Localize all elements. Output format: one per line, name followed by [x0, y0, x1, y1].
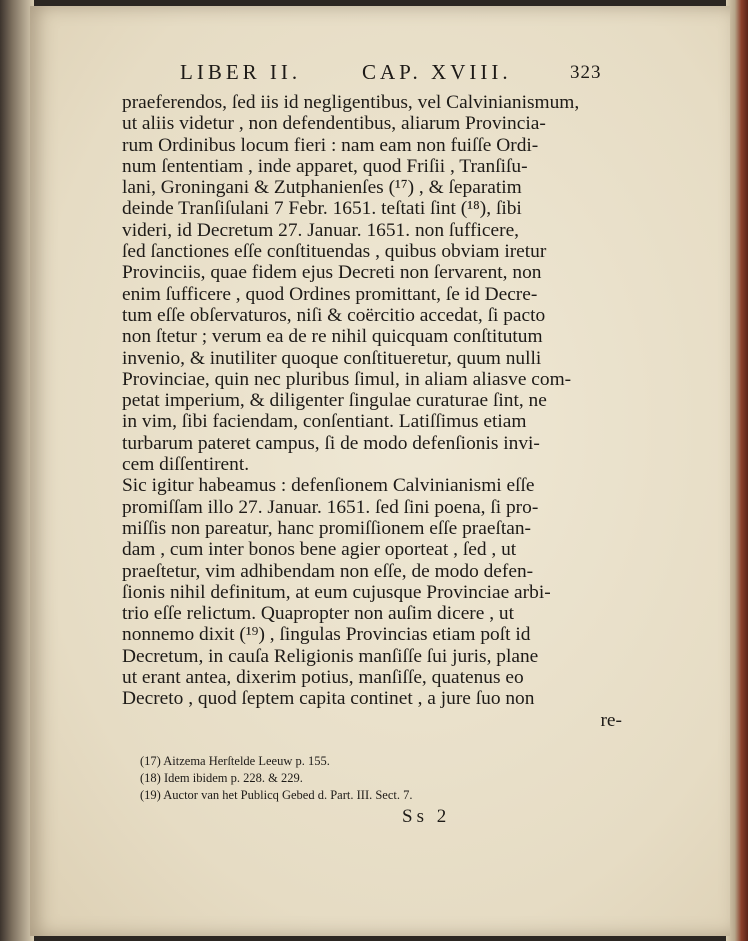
- text-line: Provinciae, quin nec pluribus ſimul, in aliam aliasve com-: [122, 368, 572, 390]
- text-line: tum eſſe obſervaturos, niſi & coërcitio accedat, ſi pacto: [122, 304, 546, 326]
- text-line: enim ſufficere , quod Ordines promittant, ſe id Decre-: [122, 283, 538, 305]
- text-line: ut aliis videtur , non defendentibus, aliarum Provincia-: [122, 113, 546, 135]
- signature-mark: Ss 2: [402, 806, 451, 827]
- text-line: praeſtetur, vim adhibendam non eſſe, de modo defen-: [122, 560, 534, 582]
- text-line: Decreto , quod ſeptem capita continet , a jure ſuo non: [122, 688, 535, 710]
- text-line: deinde Tranſiſulani 7 Febr. 1651. teſtati ſint (¹⁸), ſibi: [122, 198, 522, 220]
- text-line: num ſententiam , inde apparet, quod Friſii , Tranſiſu-: [122, 155, 528, 177]
- text-line: rum Ordinibus locum fieri : nam eam non fuiſſe Ordi-: [122, 134, 539, 156]
- book-spine-shadow: [0, 0, 34, 941]
- text-line: trio eſſe relictum. Quapropter non auſim dicere , ut: [122, 603, 514, 625]
- text-line: ſionis nihil definitum, at eum cujusque Provinciae arbi-: [122, 581, 551, 603]
- body-text: [122, 92, 622, 731]
- text-line: promiſſam illo 27. Januar. 1651. ſed ſini poena, ſi pro-: [122, 496, 539, 518]
- text-line: ut erant antea, dixerim potius, manſiſſe, quatenus eo: [122, 667, 524, 689]
- text-line: miſſis non pareatur, hanc promiſſionem eſſe praeſtan-: [122, 517, 531, 539]
- header-chapter: CAP. XVIII.: [362, 60, 512, 84]
- text-line: cem diſſentirent.: [122, 454, 250, 476]
- text-line: Provinciis, quae fidem ejus Decreti non ſervarent, non: [122, 262, 542, 284]
- text-line: Sic igitur habeamus : defenſionem Calvinianismi eſſe: [122, 475, 535, 497]
- text-line: turbarum pateret campus, ſi de modo defenſionis invi-: [122, 432, 540, 454]
- footnote: (17) Aitzema Herſtelde Leeuw p. 155.: [140, 754, 330, 768]
- text-line: in vim, ſibi faciendam, conſentiant. Latiſſimus etiam: [122, 411, 527, 433]
- book-page: [30, 6, 730, 936]
- text-line: Decretum, in cauſa Religionis manſiſſe ſui juris, plane: [122, 645, 539, 667]
- header-liber: LIBER II.: [180, 60, 302, 84]
- text-line: nonnemo dixit (¹⁹) , ſingulas Provincias etiam poſt id: [122, 624, 531, 646]
- text-line: dam , cum inter bonos bene agier oporteat , ſed , ut: [122, 539, 517, 561]
- catchword: re-: [600, 709, 622, 731]
- text-line: praeferendos, ſed iis id negligentibus, vel Calvinianismum,: [122, 92, 580, 113]
- footnote: (19) Auctor van het Publicq Gebed d. Part. III. Sect. 7.: [140, 788, 413, 802]
- text-line: lani, Groningani & Zutphanienſes (¹⁷) , & ſeparatim: [122, 177, 522, 199]
- footnote: (18) Idem ibidem p. 228. & 229.: [140, 771, 303, 785]
- text-line: ſed ſanctiones eſſe conſtituendas , quibus obviam iretur: [122, 241, 547, 263]
- text-line: invenio, & inutiliter quoque conſtitueretur, quum nulli: [122, 347, 542, 369]
- text-line: non ſtetur ; verum ea de re nihil quicquam conſtitutum: [122, 326, 543, 348]
- text-line: petat imperium, & diligenter ſingulae curaturae ſint, ne: [122, 390, 547, 412]
- footnotes: [140, 753, 620, 804]
- running-header: [180, 60, 630, 90]
- page-number: 323: [570, 62, 602, 83]
- text-line: videri, id Decretum 27. Januar. 1651. non ſufficere,: [122, 219, 520, 241]
